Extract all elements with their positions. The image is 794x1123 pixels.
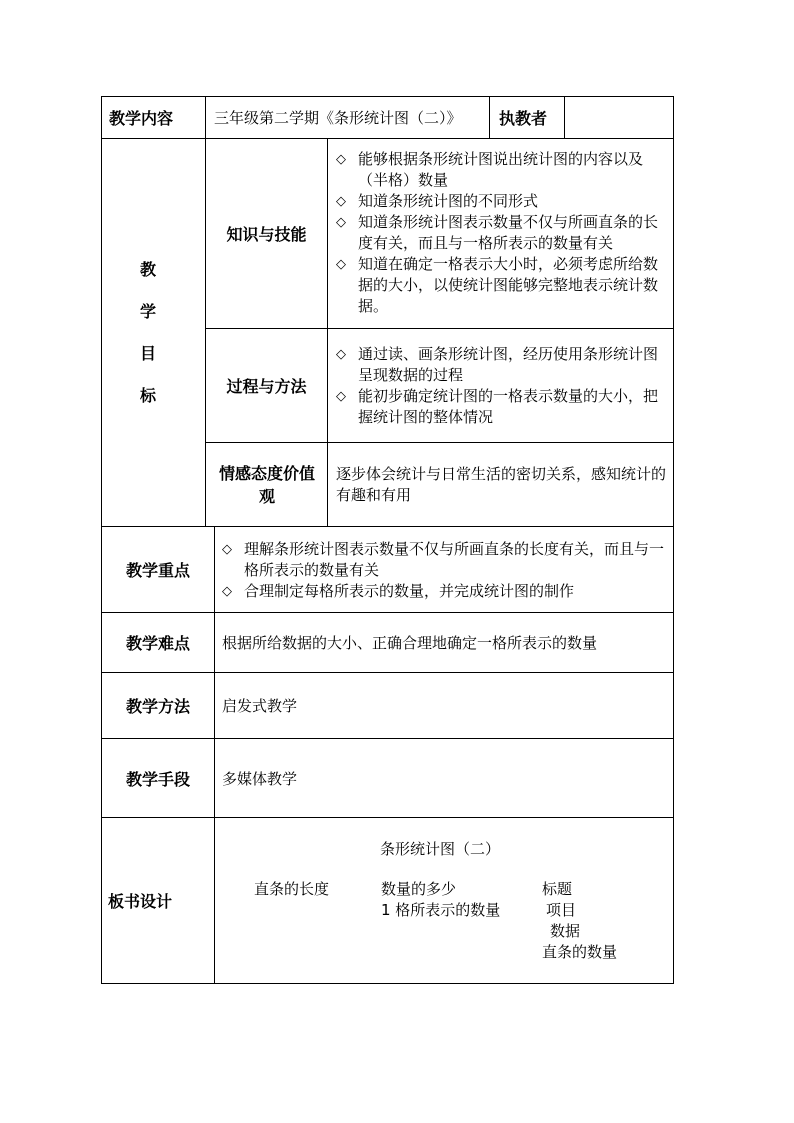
means-label-text: 教学手段 [125,769,190,789]
key-point-item: ◇ 合理制定每格所表示的数量，并完成统计图的制作 [216,581,672,602]
difficulty-text [222,613,672,672]
difficulty-label [102,613,214,672]
method-label [102,673,214,738]
board-col3-item: 数据 [550,922,581,940]
emotion-text-content: 逐步体会统计与日常生活的密切关系，感知统计的有趣和有用 [336,465,667,504]
method-label-text: 教学方法 [125,697,190,716]
objectives-label-char: 标 [140,386,157,405]
board-col3-item: 标题 [542,880,573,898]
emotion-label [214,443,320,526]
content-value-text: 三年级第二学期《条形统计图（二）》 [214,108,462,127]
knowledge-label [206,139,327,328]
board-col2-line1: 数量的多少 [381,880,457,898]
knowledge-label-text: 知识与技能 [226,225,307,244]
board-label [108,818,214,983]
means-text-content: 多媒体教学 [222,769,298,788]
board-title-text: 条形统计图（二） [380,840,501,858]
teacher-label [499,96,564,138]
knowledge-list [330,149,672,317]
board-col3-item: 项目 [546,901,577,919]
emotion-text [336,464,670,506]
difficulty-label-text: 教学难点 [125,634,190,653]
process-label-text: 过程与方法 [226,377,307,396]
content-label [109,96,205,138]
board-title [380,839,500,860]
means-text [222,739,672,817]
key-points-list [216,539,672,602]
difficulty-text-content: 根据所给数据的大小、正确合理地确定一格所表示的数量 [222,634,598,652]
process-item: ◇ 能初步确定统计图的一格表示数量的大小，把握统计图的整体情况 [330,386,672,428]
means-label [102,739,214,817]
method-text [222,673,672,738]
knowledge-item: ◇ 能够根据条形统计图说出统计图的内容以及（半格）数量 [330,149,672,191]
process-list [330,344,672,428]
key-point-item: ◇ 理解条形统计图表示数量不仅与所画直条的长度有关，而且与一格所表示的数量有关 [216,539,672,581]
knowledge-item: ◇ 知道条形统计图的不同形式 [330,191,672,212]
teacher-value [570,96,670,138]
content-value [214,96,489,138]
key-points-label [102,527,214,612]
board-label-text: 板书设计 [108,892,173,911]
content-label-text: 教学内容 [109,108,174,128]
board-col3-item: 直条的数量 [542,943,618,961]
objectives-label-char: 教 [140,260,157,279]
process-item: ◇ 通过读、画条形统计图，经历使用条形统计图呈现数据的过程 [330,344,672,386]
board-col1: 直条的长度 [254,880,330,898]
key-points-label-text: 教学重点 [125,561,190,580]
knowledge-item: ◇ 知道条形统计图表示数量不仅与所画直条的长度有关，而且与一格所表示的数量有关 [330,212,672,254]
board-col2-line2: 1 格所表示的数量 [381,901,501,919]
objectives-label-char: 学 [140,302,157,321]
process-label [206,329,327,442]
knowledge-item: ◇ 知道在确定一格表示大小时，必须考虑所给数据的大小，以使统计图能够完整地表示统计数据。 [330,254,672,317]
objectives-label-char: 目 [140,344,157,363]
emotion-label-text: 情感态度价值观 [218,463,315,506]
teacher-label-text: 执教者 [499,108,548,128]
method-text-content: 启发式教学 [222,697,298,715]
